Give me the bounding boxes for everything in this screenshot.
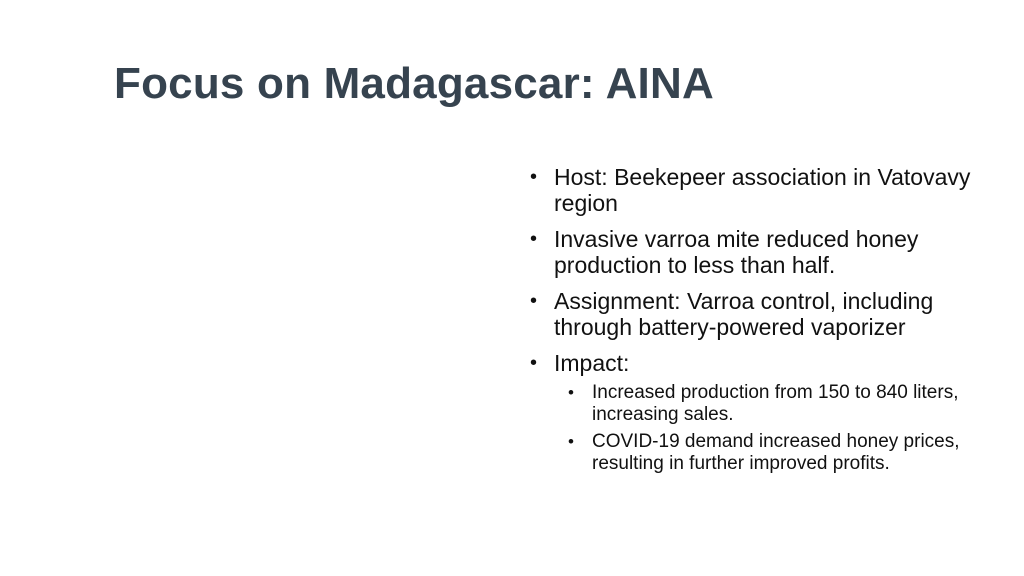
sub-bullet-text: Increased production from 150 to 840 liters, increasing sales. — [592, 382, 959, 425]
bullet-text: Host: Beekepeer association in Vatovavy region — [554, 164, 971, 216]
bullet-marker: • — [530, 166, 538, 188]
slide-body — [528, 164, 998, 485]
bullet-marker: • — [530, 290, 538, 312]
bullet-item — [528, 164, 998, 216]
bullet-text: Invasive varroa mite reduced honey production to less than half. — [554, 226, 919, 278]
bullet-marker: • — [530, 352, 538, 374]
sub-bullet-item — [554, 382, 998, 426]
bullet-item — [528, 226, 998, 278]
sub-bullet-text: COVID-19 demand increased honey prices, resulting in further improved profits. — [592, 431, 960, 474]
sub-bullet-marker: • — [568, 383, 574, 402]
slide-title: Focus on Madagascar: AINA — [114, 59, 714, 108]
bullet-item — [528, 350, 998, 475]
bullet-list — [528, 164, 998, 475]
sub-bullet-list — [554, 382, 998, 475]
bullet-text: Impact: — [554, 350, 630, 376]
bullet-text: Assignment: Varroa control, including through battery-powered vaporizer — [554, 288, 934, 340]
bullet-marker: • — [530, 228, 538, 250]
bullet-item — [528, 288, 998, 340]
sub-bullet-item — [554, 431, 998, 475]
sub-bullet-marker: • — [568, 432, 574, 451]
